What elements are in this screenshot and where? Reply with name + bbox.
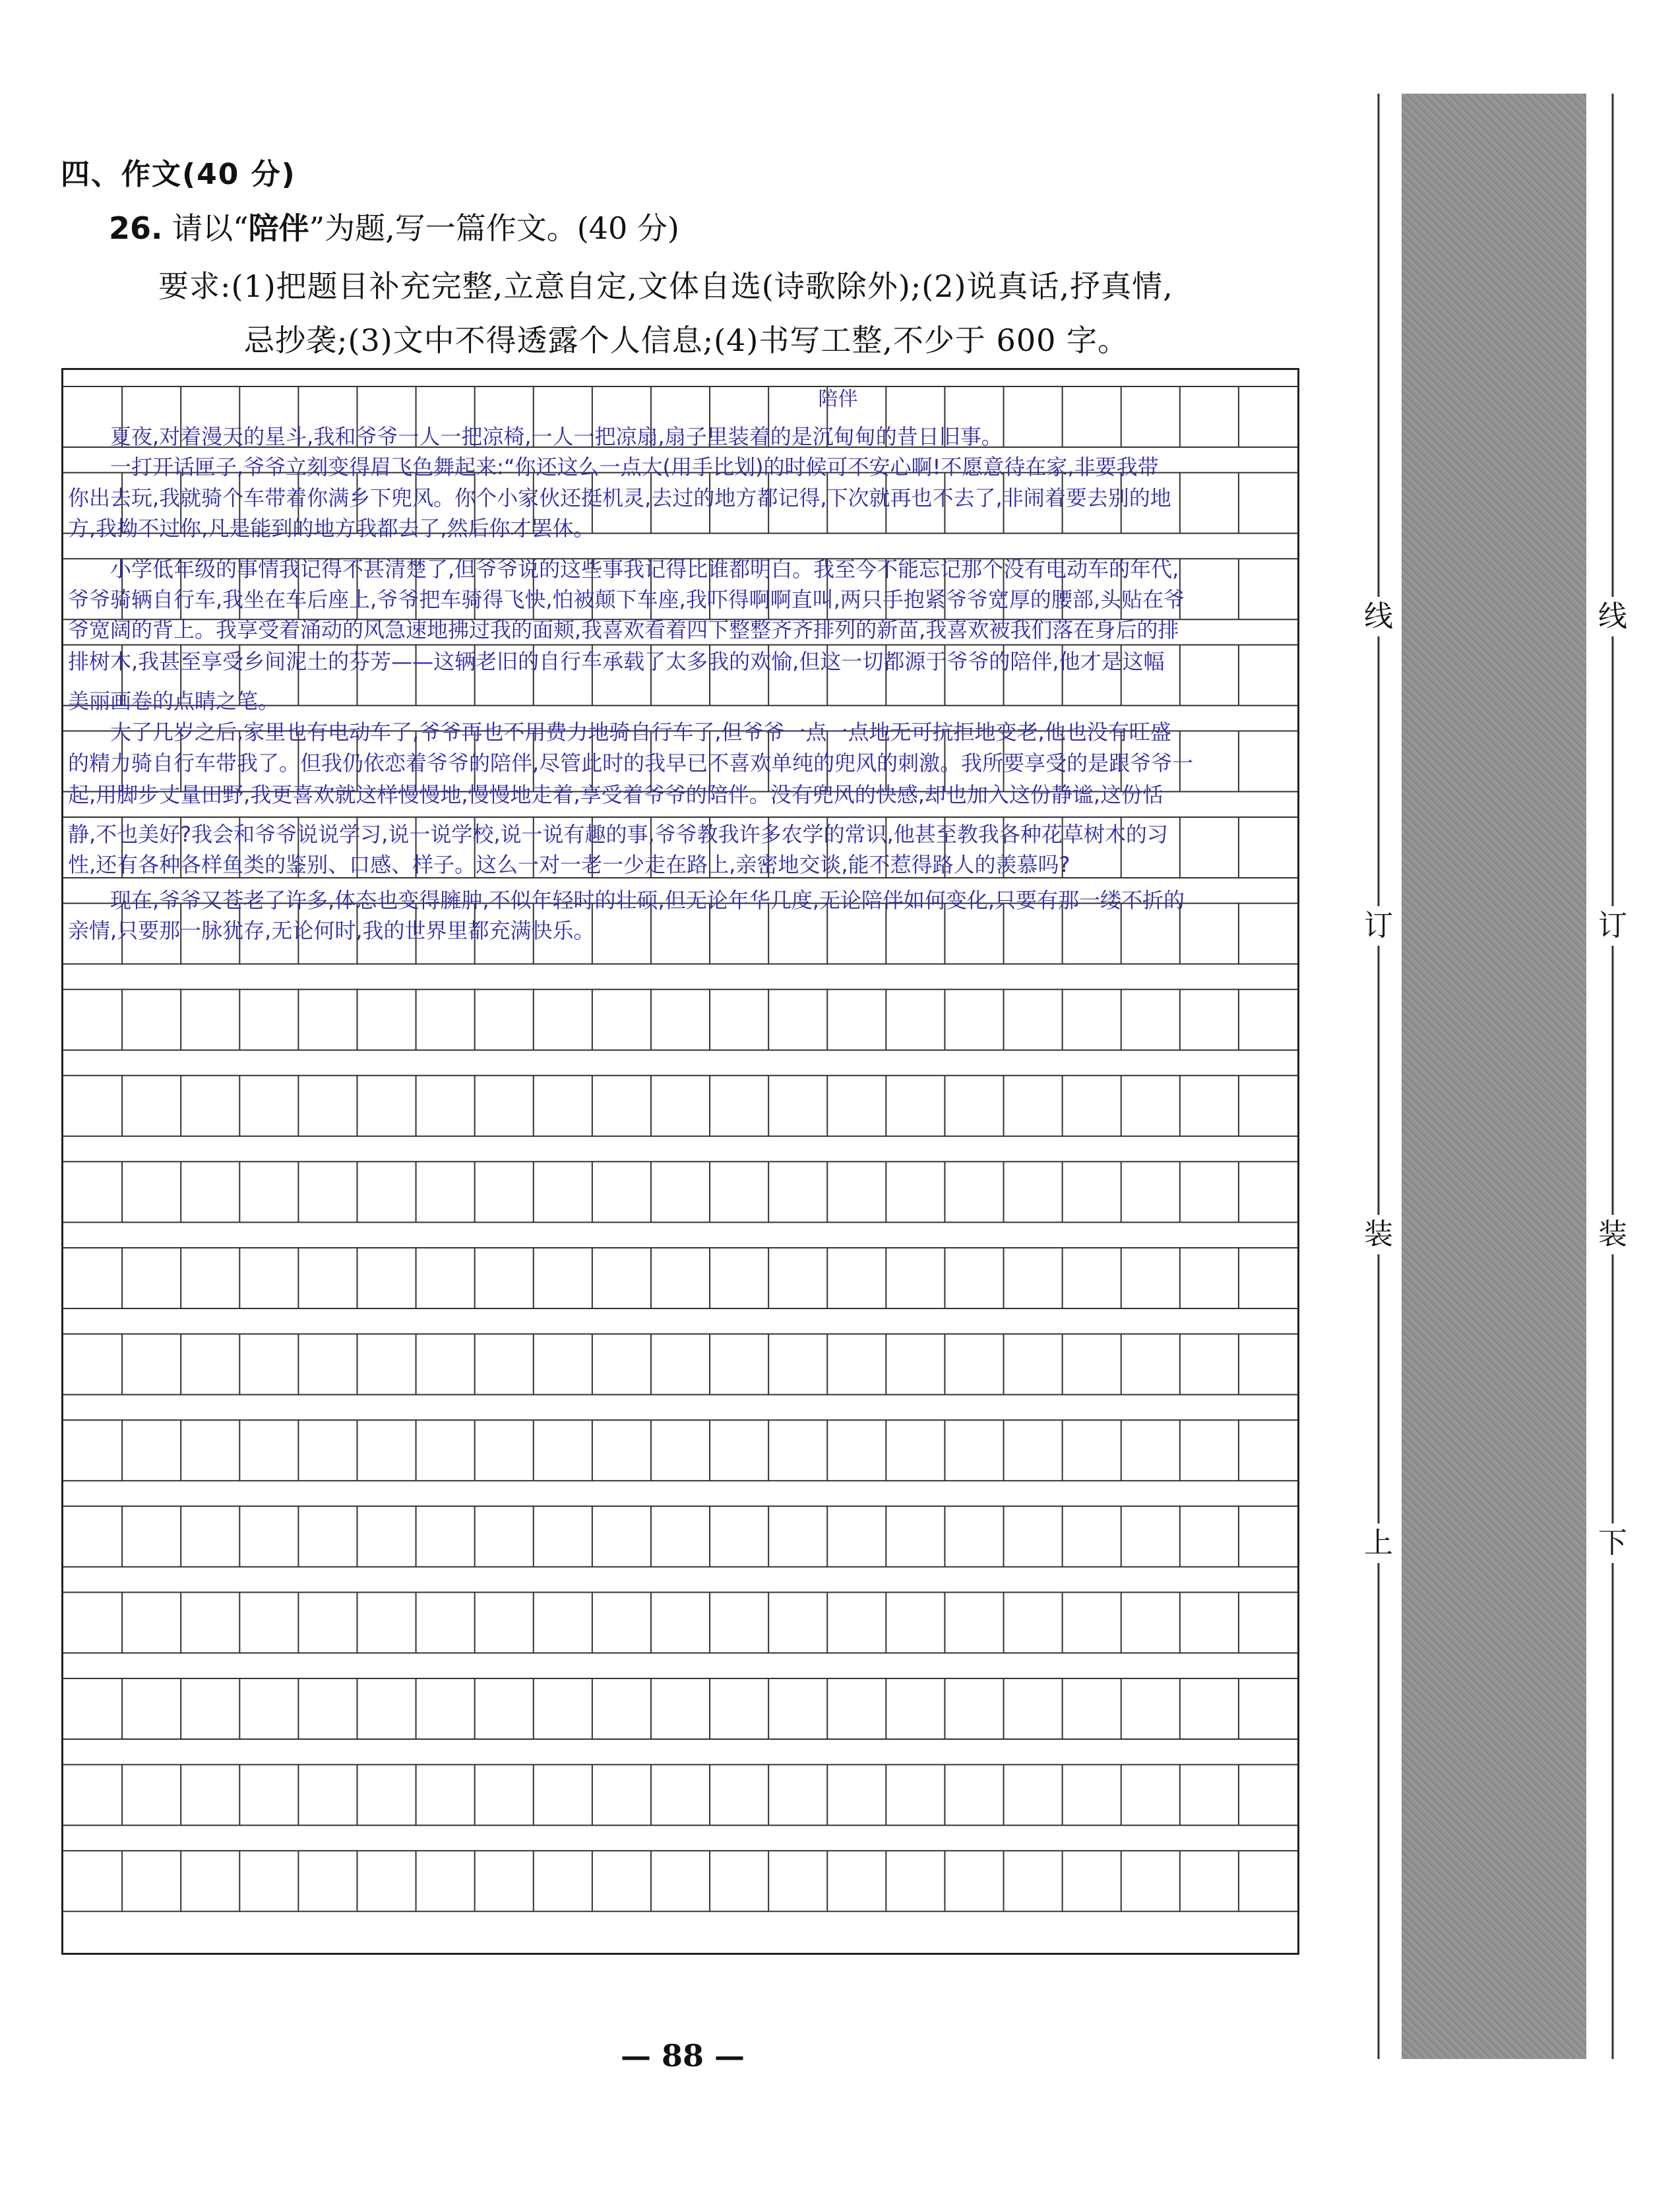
- essay-line: 你出去玩,我就骑个车带着你满乡下兜风。你个小家伙还挺机灵,去过的地方都记得,下次就再也不去了,非闹着要去别的地: [68, 485, 1171, 510]
- essay-line: 亲情,只要那一脉犹存,无论何时,我的世界里都充满快乐。: [68, 918, 595, 943]
- question-suffix: ”为题,写一篇作文。(40 分): [309, 210, 679, 246]
- essay-line: 性,还有各种各样鱼类的鉴别、口感、样子。这么一对一老一少走在路上,亲密地交谈,能不惹得路人的羡慕吗?: [68, 852, 1071, 877]
- essay-line: 大了几岁之后,家里也有电动车了,爷爷再也不用费力地骑自行车了,但爷爷一点一点地无可抗拒地变老,他也没有旺盛: [110, 720, 1171, 745]
- binding-char-left: 线: [1359, 597, 1398, 636]
- essay-line: 爷宽阔的背上。我享受着涌动的风急速地拂过我的面颊,我喜欢看着四下整整齐齐排列的新苗,我喜欢被我们落在身后的排: [68, 617, 1179, 642]
- binding-char-left: 装: [1359, 1215, 1398, 1254]
- essay-line: 一打开话匣子,爷爷立刻变得眉飞色舞起来:“你还这么一点大(用手比划)的时候可不安心啊!不愿意待在家,非要我带: [110, 454, 1159, 479]
- essay-line: 现在,爷爷又苍老了许多,体态也变得臃肿,不似年轻时的壮硕,但无论年华几度,无论陪伴如何变化,只要有那一缕不折的: [110, 888, 1185, 913]
- section-title: 四、作文(40 分): [61, 158, 296, 191]
- essay-line: 排树木,我甚至享受乡间泥土的芬芳——这辆老旧的自行车承载了太多我的欢愉,但这一切都源于爷爷的陪伴,他才是这幅: [68, 649, 1165, 674]
- binding-char-right: 订: [1593, 906, 1632, 946]
- essay-topic: 陪伴: [248, 210, 309, 246]
- essay-line: 爷爷骑辆自行车,我坐在车后座上,爷爷把车骑得飞快,怕被颠下车座,我吓得啊啊直叫,两只手抱紧爷爷宽厚的腰部,头贴在爷: [68, 587, 1185, 612]
- requirement-line-1: 要求:(1)把题目补充完整,立意自定,文体自选(诗歌除外);(2)说真话,抒真情,: [158, 268, 1173, 304]
- binding-char-left: 上: [1359, 1523, 1398, 1563]
- requirement-line-2: 忌抄袭;(3)文中不得透露个人信息;(4)书写工整,不少于 600 字。: [244, 323, 1129, 358]
- essay-line: 方,我拗不过你,凡是能到的地方我都去了,然后你才罢休。: [68, 516, 595, 541]
- essay-line: 美丽画卷的点睛之笔。: [68, 689, 280, 714]
- binding-char-right: 装: [1593, 1215, 1632, 1254]
- essay-line: 静,不也美好?我会和爷爷说说学习,说一说学校,说一说有趣的事,爷爷教我许多农学的常识,他甚至教我各种花草树木的习: [68, 822, 1168, 847]
- binding-char-right: 线: [1593, 597, 1632, 636]
- essay-line: 小学低年级的事情我记得不甚清楚了,但爷爷说的这些事我记得比谁都明白。我至今不能忘记那个没有电动车的年代,: [110, 557, 1179, 582]
- essay-line: 起,用脚步丈量田野,我更喜欢就这样慢慢地,慢慢地走着,享受着爷爷的陪伴。没有兜风的快感,却也加入这份静谧,这份恬: [68, 782, 1164, 807]
- essay-line: 夏夜,对着漫天的星斗,我和爷爷一人一把凉椅,一人一把凉扇,扇子里装着的是沉甸甸的昔日旧事。: [110, 424, 1003, 449]
- question-prefix: 请以“: [162, 210, 249, 246]
- binding-char-right: 下: [1593, 1523, 1632, 1563]
- binding-char-left: 订: [1359, 906, 1398, 946]
- essay-line: 的精力骑自行车带我了。但我仍依恋着爷爷的陪伴,尽管此时的我早已不喜欢单纯的兜风的刺激。我所要享受的是跟爷爷一: [68, 751, 1194, 776]
- essay-title: 陪伴: [818, 388, 858, 411]
- question-number: 26.: [109, 210, 163, 246]
- page-number: — 88 —: [620, 2038, 745, 2074]
